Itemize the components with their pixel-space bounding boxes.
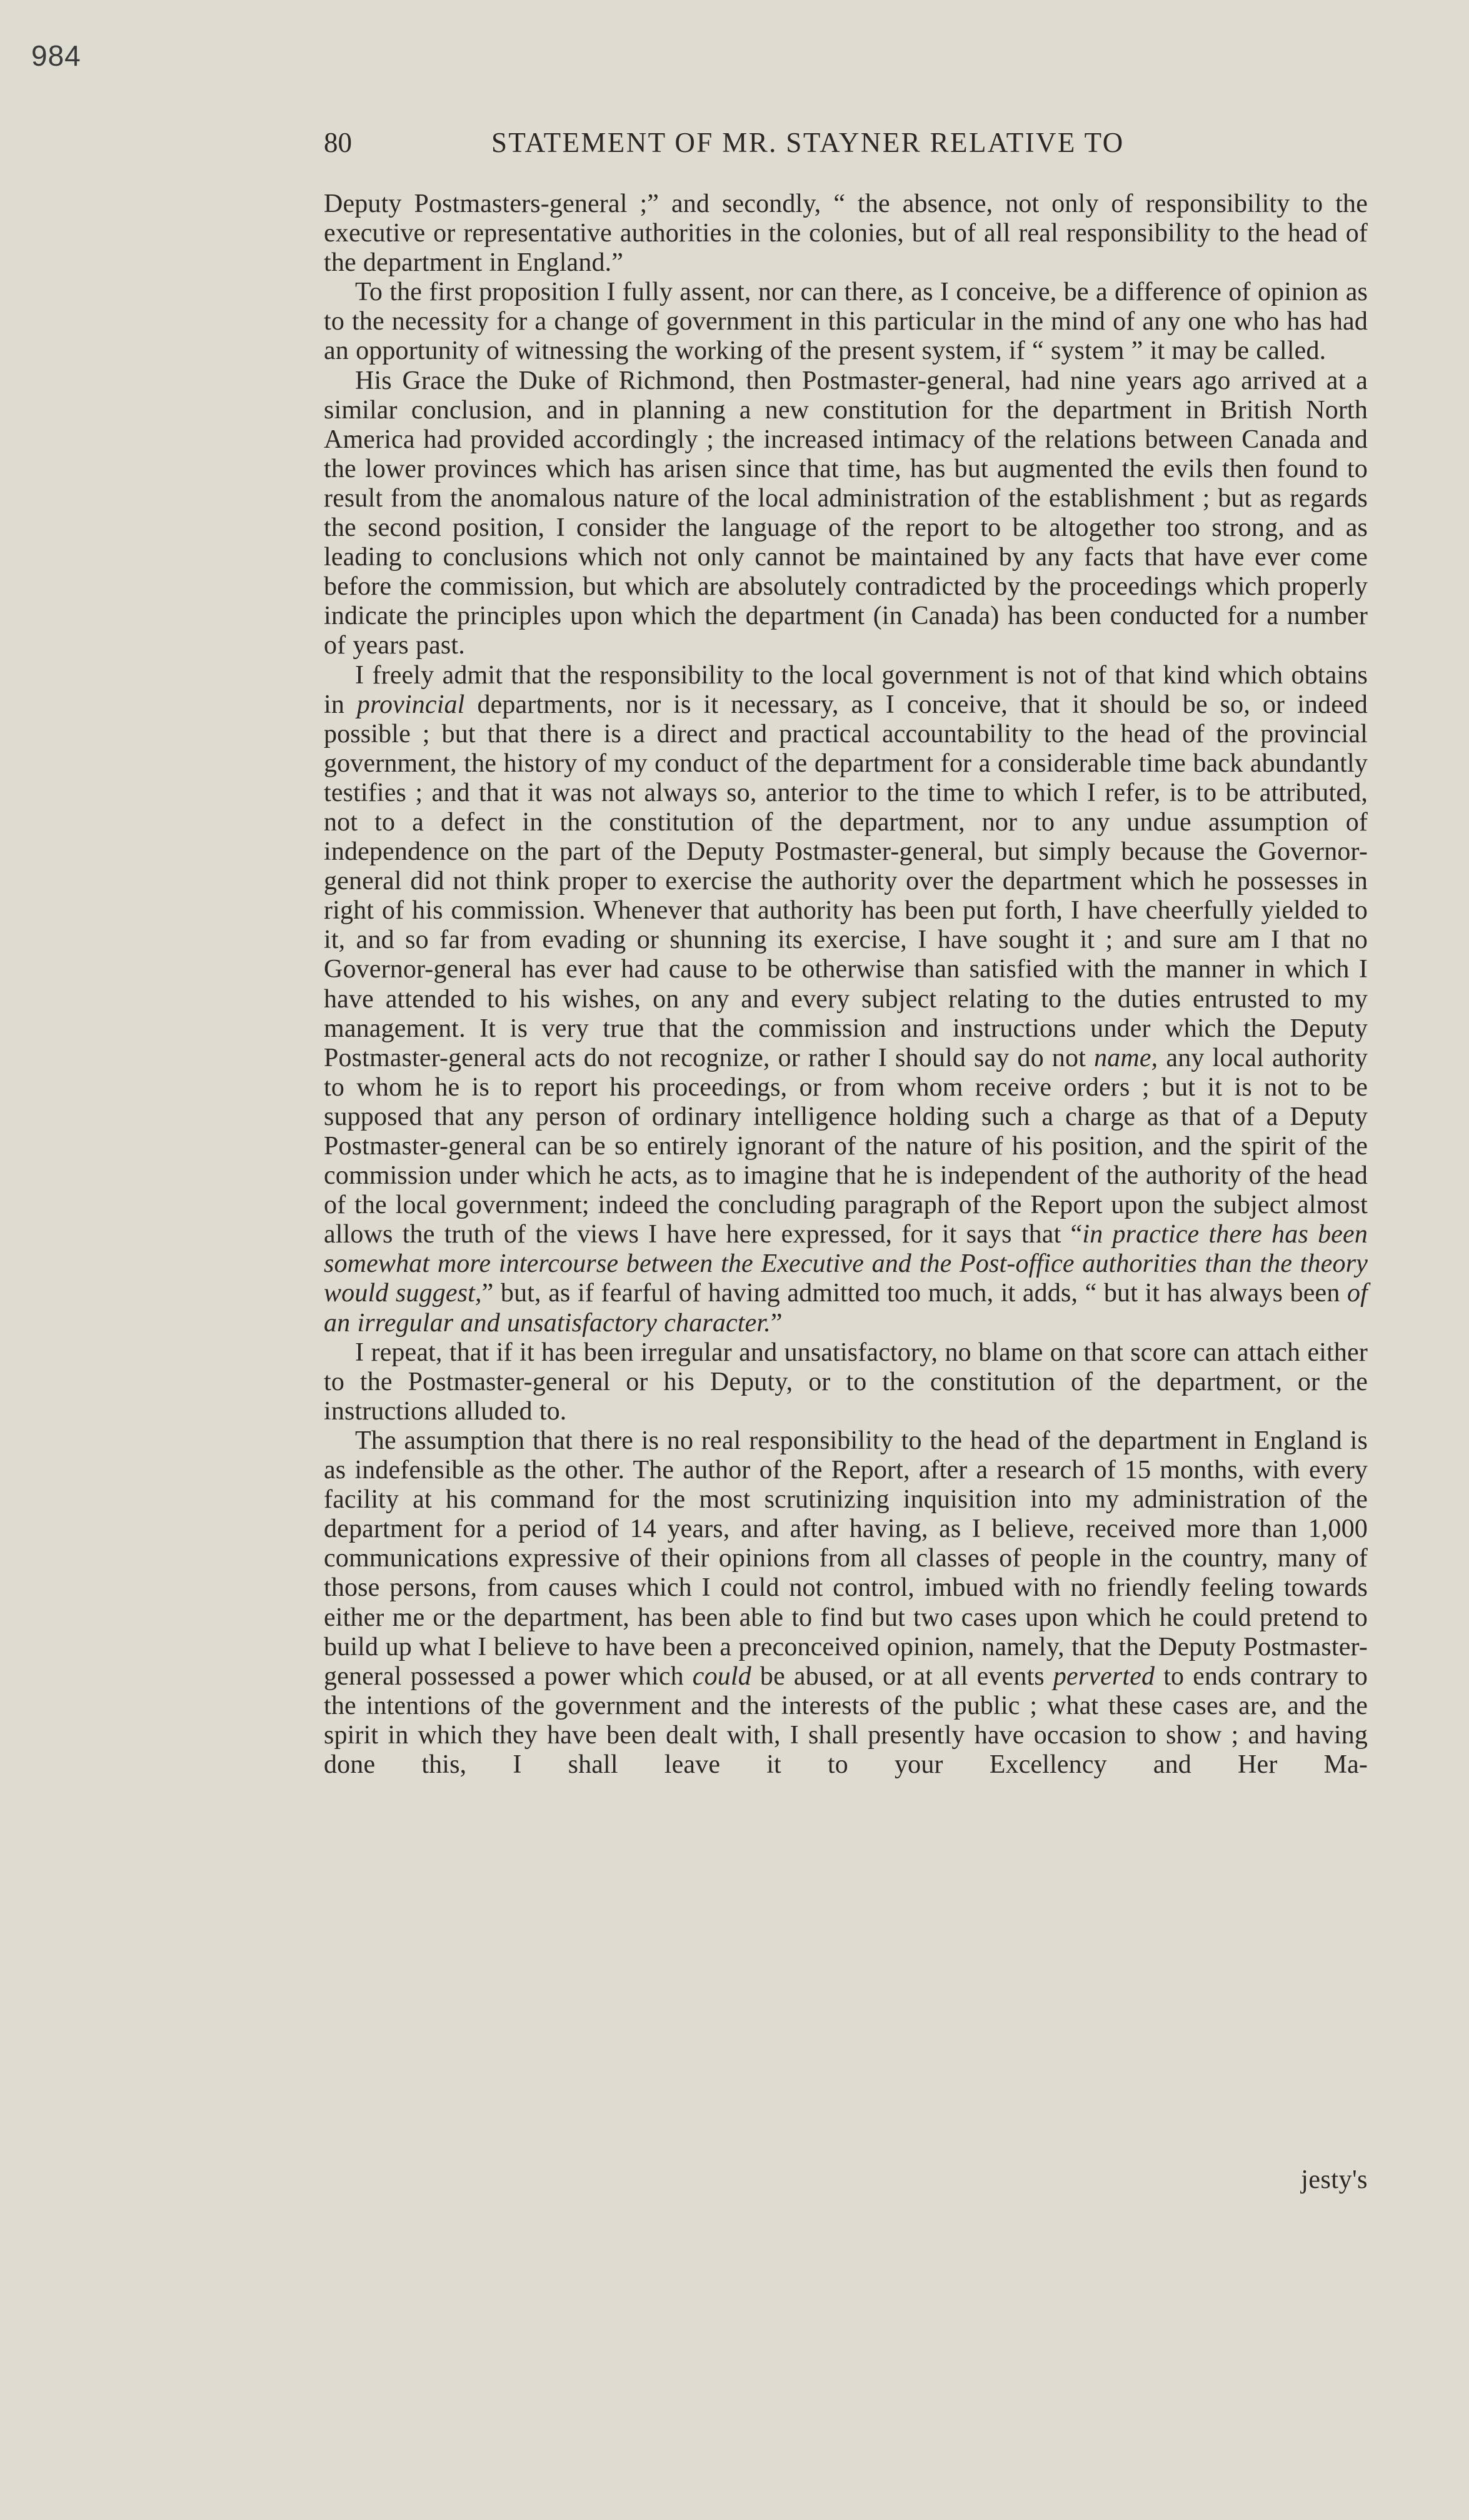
paragraph-3: His Grace the Duke of Richmond, then Postmaster-general, had nine years ago arrived at a similar conclusion, and in planning a new constitution for the department in British North America had provided accordingly ; the increased intimacy of the relations between Canada and the lower provinces which has arisen since that time, has but augmented the evils then found to result from the anomalous nature of the local administration of the establishment ; but as regards the second position, I consider the language of the report to be altogether too strong, and as leading to conclusions which not only cannot be maintained by any facts that have ever come before the commission, but which are absolutely contradicted by the proceedings which properly indicate the principles upon which the department (in Canada) has been conducted for a number of years past. <box>324 366 1368 660</box>
paragraph-4-text-a: I freely admit that the responsibility to the local government is not of that kind which obtains in <box>324 660 1368 719</box>
paragraph-6-text-c: to ends contrary to the intentions of the government and the interests of the public ; what these cases are, and the spirit in which they have been dealt with, I shall presently have occasion to show ; and having done this, I shall leave it to your Excellency and Her Ma- <box>324 1661 1368 1779</box>
paragraph-4-emphasis-name: name, <box>1094 1043 1158 1072</box>
paragraph-6-text-b: be abused, or at all events <box>760 1661 1045 1691</box>
paragraph-5: I repeat, that if it has been irregular and unsatisfactory, no blame on that score can attach either to the Postmaster-general or his Deputy, or to the constitution of the department, or the instructions alluded to. <box>324 1338 1368 1426</box>
running-head-title: STATEMENT OF MR. STAYNER RELATIVE TO <box>491 127 1125 158</box>
paragraph-4-text-c: any local authority to whom he is to report his proceedings, or from whom receive orders ; but it is not to be supposed that any person of ordinary intelligence holding such a charge as that of a Deputy Postmaster-general can be so entirely ignorant of the nature of his position, and the spirit of the commission under which he acts, as to imagine that he is independent of the authority of the head of the local government; indeed the concluding paragraph of the Report upon the subject almost allows the truth of the views I have here expressed, for it says that “ <box>324 1043 1368 1249</box>
paragraph-4-text-d: ” but, as if fearful of having admitted too much, it adds, “ but it has always been <box>481 1279 1340 1308</box>
page-folio-number: 984 <box>31 39 81 72</box>
paragraph-2: To the first proposition I fully assent, nor can there, as I conceive, be a difference of opinion as to the necessity for a change of government in this particular in the mind of any one who has had an opportunity of witnessing the working of the present system, if “ system ” it may be called. <box>324 278 1368 366</box>
running-head-page-number: 80 <box>324 127 352 158</box>
paragraph-4 <box>324 661 1368 1338</box>
paragraph-4-text-e: ” <box>770 1308 783 1338</box>
paragraph-6-text-a: The assumption that there is no real responsibility to the head of the department in England is as indefensible as the other. The author of the Report, after a research of 15 months, with every facility at his command for the most scrutinizing inquisition into my administration of the department for a period of 14 years, and after having, as I believe, received more than 1,000 communications expressive of their opinions from all classes of people in the country, many of those persons, from causes which I could not control, imbued with no friendly feeling towards either me or the department, has been able to find but two cases upon which he could pretend to build up what I believe to have been a preconceived opinion, namely, that the Deputy Postmaster-general possessed a power which <box>324 1426 1368 1691</box>
running-head <box>324 124 1368 168</box>
paragraph-6-emphasis-could: could <box>692 1661 751 1691</box>
paragraph-1: Deputy Postmasters-general ;” and secondly, “ the absence, not only of responsibility to the executive or representative authorities in the colonies, but of all real responsibility to the head of the department in England.” <box>324 189 1368 278</box>
paragraph-4-text-b: departments, nor is it necessary, as I conceive, that it should be so, or indeed possible ; but that there is a direct and practical accountability to the head of the provincial government, the history of my conduct of the department for a considerable time back abundantly testifies ; and that it was not always so, anterior to the time to which I refer, is to be attributed, not to a defect in the constitution of the department, nor to any undue assumption of independence on the part of the Deputy Postmaster-general, but simply because the Governor-general did not think proper to exercise the authority over the department which he possesses in right of his commission. Whenever that authority has been put forth, I have cheerfully yielded to it, and so far from evading or shunning its exercise, I have sought it ; and sure am I that no Governor-general has ever had cause to be otherwise than satisfied with the manner in which I have attended to his wishes, on any and every subject relating to the duties entrusted to my management. It is very true that the commission and instructions under which the Deputy Postmaster-general acts do not recognize, or rather I should say do not <box>324 690 1368 1072</box>
paragraph-6 <box>324 1426 1368 1780</box>
catchword: jesty's <box>1301 2165 1368 2194</box>
paragraph-6-emphasis-perverted: perverted <box>1053 1661 1155 1691</box>
body-text <box>324 189 1368 1780</box>
paragraph-4-emphasis-provincial: provincial <box>356 690 465 719</box>
paragraph-4-quotation-irregular: of an irregular and unsatisfactory character. <box>324 1279 1368 1338</box>
paragraph-4-quotation-in-practice: in practice there has been somewhat more intercourse between the Executive and the Post-office authorities than the theory would suggest, <box>324 1220 1368 1308</box>
